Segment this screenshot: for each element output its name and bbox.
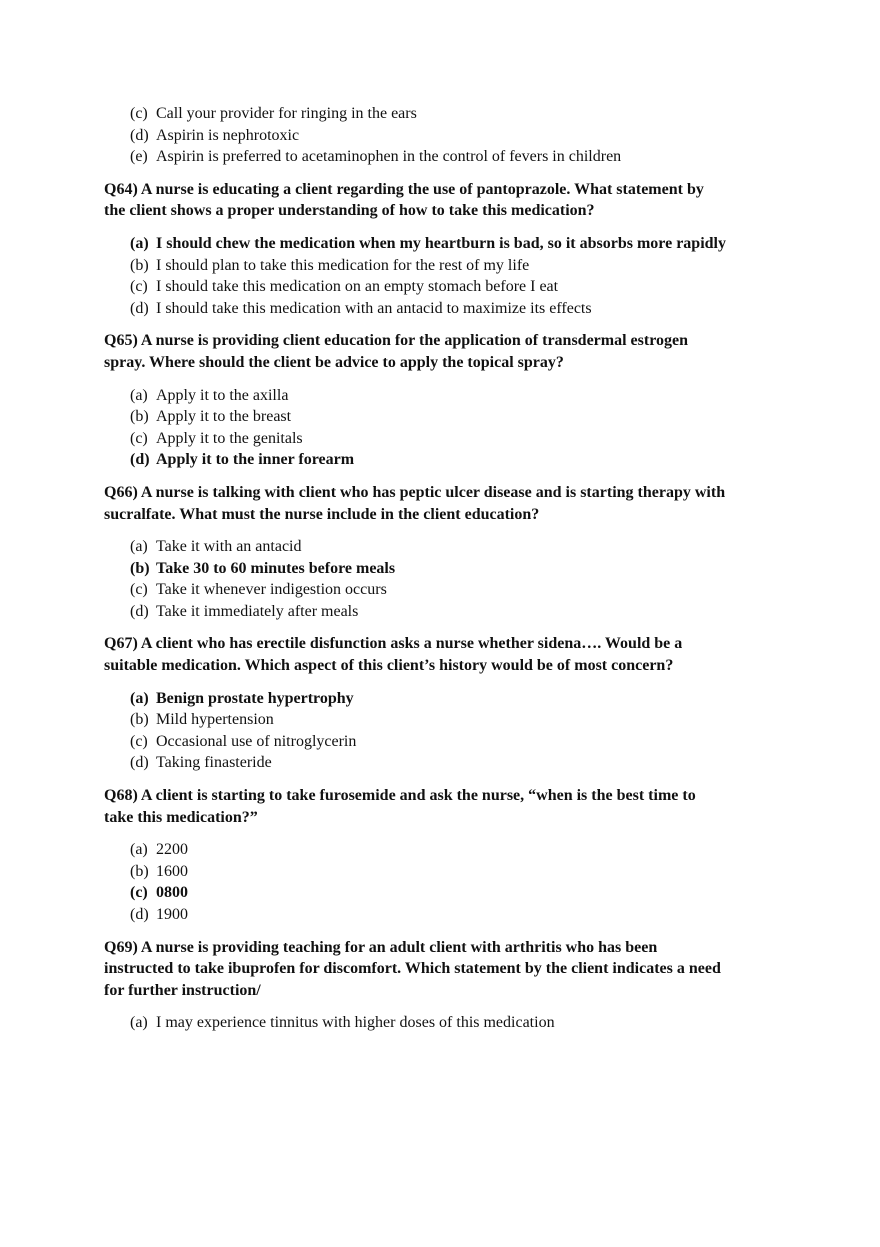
- option-label: (b): [130, 711, 149, 729]
- question-line: Q64) A nurse is educating a client regarding the use of pantoprazole. What statement by: [104, 180, 704, 198]
- option-label: (b): [130, 559, 150, 577]
- option-label: (a): [130, 234, 149, 252]
- option-text: Taking finasteride: [156, 754, 272, 772]
- option-label: (b): [130, 256, 149, 274]
- answer-option: [130, 731, 804, 753]
- option-list: [104, 1012, 804, 1034]
- answer-option: [130, 255, 804, 277]
- question-line: instructed to take ibuprofen for discomfort. Which statement by the client indicates a need: [104, 960, 721, 978]
- option-label: (d): [130, 754, 149, 772]
- answer-option: [130, 146, 804, 168]
- option-label: (a): [130, 1014, 148, 1032]
- option-label: (a): [130, 386, 148, 404]
- option-list: [104, 233, 804, 319]
- option-list: [104, 688, 804, 774]
- answer-option: [130, 406, 804, 428]
- option-label: (c): [130, 105, 148, 122]
- answer-option: [130, 1012, 804, 1034]
- option-label: (b): [130, 408, 149, 426]
- option-text: Take it immediately after meals: [156, 602, 359, 620]
- option-label: (d): [130, 602, 149, 620]
- option-list: [104, 385, 804, 471]
- answer-option: [130, 709, 804, 731]
- answer-option: [130, 428, 804, 450]
- option-text: Take it with an antacid: [156, 538, 302, 556]
- question-line: sucralfate. What must the nurse include in the client education?: [104, 505, 540, 523]
- answer-option: [130, 861, 804, 883]
- question-line: Q66) A nurse is talking with client who has peptic ulcer disease and is starting therapy with: [104, 483, 726, 501]
- option-text: 1600: [156, 862, 188, 880]
- question-line: take this medication?”: [104, 808, 258, 826]
- answer-option: [130, 752, 804, 774]
- answer-option: [130, 298, 804, 320]
- option-text: Benign prostate hypertrophy: [156, 689, 354, 707]
- option-text: Call your provider for ringing in the ears: [156, 105, 417, 122]
- answer-option: [130, 688, 804, 710]
- answer-option: [130, 385, 804, 407]
- document-page: [104, 103, 804, 1034]
- question-line: Q65) A nurse is providing client education for the application of transdermal estrogen: [104, 332, 689, 350]
- option-label: (c): [130, 732, 148, 750]
- option-label: (e): [130, 148, 148, 166]
- answer-option: [130, 276, 804, 298]
- option-list: [104, 103, 804, 168]
- option-label: (c): [130, 429, 148, 447]
- question-text: [104, 785, 804, 828]
- option-text: 0800: [156, 884, 188, 902]
- option-text: Apply it to the breast: [156, 408, 292, 426]
- question-text: [104, 633, 804, 676]
- option-label: (b): [130, 862, 149, 880]
- answer-option: [130, 536, 804, 558]
- option-label: (a): [130, 689, 149, 707]
- option-text: I should take this medication with an antacid to maximize its effects: [156, 299, 592, 317]
- answer-option: [130, 558, 804, 580]
- question-line: Q68) A client is starting to take furosemide and ask the nurse, “when is the best time to: [104, 787, 696, 805]
- option-label: (d): [130, 126, 149, 144]
- option-text: I should plan to take this medication for the rest of my life: [156, 256, 530, 274]
- option-text: Take 30 to 60 minutes before meals: [156, 559, 396, 577]
- option-text: 1900: [156, 906, 188, 923]
- answer-option: [130, 601, 804, 623]
- question-text: [104, 482, 804, 525]
- question-line: Q69) A nurse is providing teaching for an adult client with arthritis who has been: [104, 938, 658, 956]
- question-line: spray. Where should the client be advice to apply the topical spray?: [104, 353, 564, 371]
- option-label: (d): [130, 906, 149, 923]
- answer-option: [130, 839, 804, 861]
- question-text: [104, 937, 804, 1002]
- option-text: Apply it to the axilla: [156, 386, 289, 404]
- answer-option: [130, 125, 804, 147]
- option-list: [104, 536, 804, 622]
- question-line: Q67) A client who has erectile disfunction asks a nurse whether sidena…. Would be a: [104, 635, 683, 653]
- question-text: [104, 179, 804, 222]
- option-text: Aspirin is nephrotoxic: [156, 126, 300, 144]
- option-label: (a): [130, 538, 148, 556]
- question-line: suitable medication. Which aspect of this client’s history would be of most concern?: [104, 657, 674, 675]
- option-text: I may experience tinnitus with higher doses of this medication: [156, 1014, 555, 1032]
- answer-option: [130, 103, 804, 125]
- answer-option: [130, 904, 804, 926]
- option-label: (d): [130, 299, 149, 317]
- option-text: I should take this medication on an empty stomach before I eat: [156, 278, 559, 296]
- question-line: the client shows a proper understanding of how to take this medication?: [104, 202, 595, 220]
- option-text: Mild hypertension: [156, 711, 274, 729]
- option-label: (a): [130, 841, 148, 859]
- option-text: Take it whenever indigestion occurs: [156, 581, 387, 599]
- option-label: (c): [130, 884, 148, 902]
- option-text: Aspirin is preferred to acetaminophen in the control of fevers in children: [156, 148, 622, 166]
- option-text: Occasional use of nitroglycerin: [156, 732, 357, 750]
- answer-option: [130, 579, 804, 601]
- answer-option: [130, 449, 804, 471]
- answer-option: [130, 882, 804, 904]
- question-text: [104, 330, 804, 373]
- question-line: for further instruction/: [104, 981, 261, 999]
- option-label: (c): [130, 581, 148, 599]
- option-label: (d): [130, 451, 150, 469]
- option-label: (c): [130, 278, 148, 296]
- option-list: [104, 839, 804, 925]
- option-text: 2200: [156, 841, 188, 859]
- option-text: Apply it to the inner forearm: [156, 451, 355, 469]
- answer-option: [130, 233, 804, 255]
- option-text: I should chew the medication when my heartburn is bad, so it absorbs more rapidly: [156, 234, 726, 252]
- option-text: Apply it to the genitals: [156, 429, 303, 447]
